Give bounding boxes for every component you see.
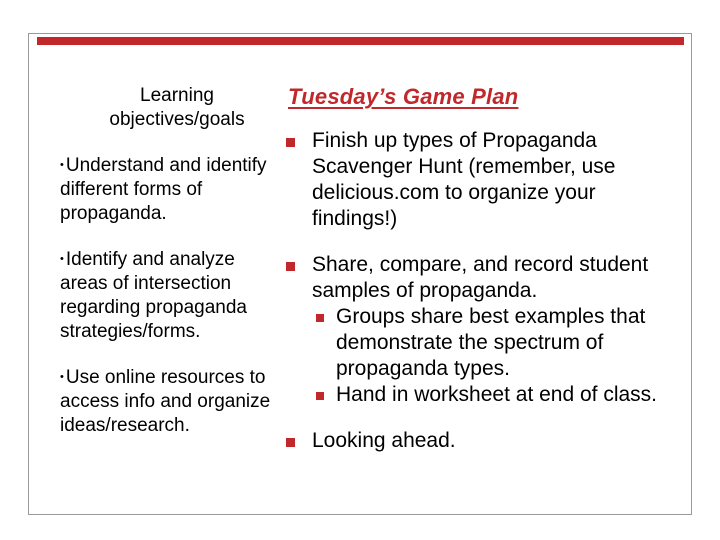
square-bullet-icon xyxy=(286,438,295,447)
title-accent-bar xyxy=(37,37,684,45)
plan-item xyxy=(286,128,686,232)
objective-text: Understand and identify different forms of propaganda. xyxy=(60,155,267,224)
objective-item xyxy=(60,247,280,344)
plan-item xyxy=(286,252,686,408)
plan-item-text: Finish up types of Propaganda Scavenger Hunt (remember, use delicious.com to organize your findings!) xyxy=(312,129,616,230)
bullet-dot-icon: • xyxy=(60,371,64,383)
objective-text: Use online resources to access info and organize ideas/research. xyxy=(60,367,271,436)
plan-item xyxy=(286,428,686,454)
square-bullet-icon xyxy=(286,138,295,147)
square-bullet-icon xyxy=(316,314,324,322)
objective-text: Identify and analyze areas of intersection regarding propaganda strategies/forms. xyxy=(60,249,247,342)
bullet-dot-icon: • xyxy=(60,253,64,265)
plan-item-text: Looking ahead. xyxy=(312,429,456,452)
objectives-column xyxy=(60,84,280,459)
plan-item-text: Share, compare, and record student samples of propaganda. xyxy=(312,253,649,302)
objective-item xyxy=(60,153,280,226)
objectives-heading: Learning objectives/goals xyxy=(109,85,245,130)
bullet-dot-icon: • xyxy=(60,159,64,171)
plan-subitem-text: Groups share best examples that demonstrate the spectrum of propaganda types. xyxy=(336,305,646,380)
plan-subitem xyxy=(312,382,686,408)
square-bullet-icon xyxy=(286,262,295,271)
objective-item xyxy=(60,365,280,438)
plan-subitem-text: Hand in worksheet at end of class. xyxy=(336,383,658,406)
game-plan-title: Tuesday’s Game Plan xyxy=(288,84,519,109)
game-plan-list xyxy=(286,128,686,454)
plan-subitem xyxy=(312,304,686,382)
square-bullet-icon xyxy=(316,392,324,400)
